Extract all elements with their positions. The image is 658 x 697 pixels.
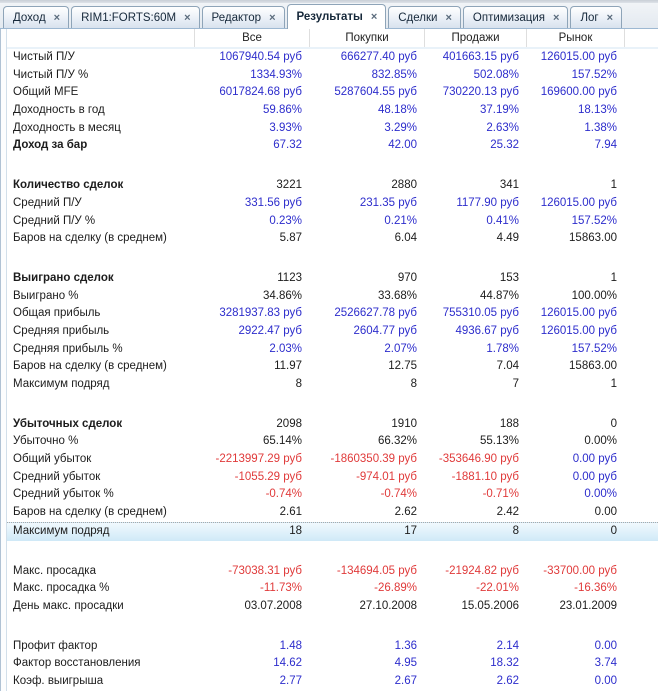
table-cell: 970 (397, 271, 417, 284)
table-cell: 0 (610, 417, 617, 430)
table-row[interactable] (7, 323, 658, 341)
table-cell: 67.32 (273, 139, 302, 152)
row-label: Доходность в год (13, 104, 105, 117)
row-label: Коэф. выигрыша (13, 674, 104, 687)
table-row[interactable] (7, 580, 658, 598)
table-cell: 4.95 (394, 657, 417, 670)
table-cell: 1.78% (486, 342, 519, 355)
table-cell: 401663.15 руб (442, 51, 519, 63)
table-cell: 2.63% (486, 121, 519, 134)
table-cell: -22.01% (476, 582, 519, 595)
table-cell: -2213997.29 руб (215, 453, 302, 466)
table-cell: -1860350.39 руб (330, 453, 417, 466)
table-cell: 37.19% (479, 104, 519, 117)
table-cell: 126015.00 руб (540, 51, 617, 63)
section-spacer (7, 394, 658, 416)
tab-сделки[interactable] (388, 6, 461, 28)
table-cell: 12.75 (388, 360, 417, 373)
table-cell: 832.85% (371, 68, 417, 81)
column-header-продажи: Продажи (425, 29, 527, 47)
table-cell: 2.77 (279, 674, 302, 687)
close-icon[interactable]: × (269, 11, 276, 24)
table-cell: 4936.67 руб (455, 324, 519, 337)
row-label: Фактор восстановления (13, 657, 141, 670)
tab-label: Результаты (296, 11, 363, 23)
row-label: Чистый П/У % (13, 68, 89, 81)
table-cell: 231.35 руб (359, 196, 417, 209)
table-row[interactable] (7, 358, 658, 376)
row-label: Доход за бар (13, 139, 88, 152)
row-label: Количество сделок (13, 179, 124, 192)
row-label: Средний П/У % (13, 214, 96, 227)
table-cell: 15863.00 (569, 232, 617, 245)
table-cell: 66.32% (377, 435, 417, 448)
row-label: День макс. просадки (13, 599, 124, 612)
results-panel (0, 29, 658, 691)
table-row[interactable] (7, 137, 658, 155)
table-cell: 65.14% (262, 435, 302, 448)
table-cell: -353646.90 руб (438, 453, 519, 466)
table-cell: -16.36% (574, 582, 617, 595)
section-spacer (7, 616, 658, 638)
table-cell: -0.74% (265, 488, 302, 501)
row-label: Макс. просадка % (13, 582, 110, 595)
table-cell: 3221 (276, 179, 302, 192)
table-cell: 157.52% (571, 68, 617, 81)
row-label: Общий убыток (13, 453, 92, 466)
row-label: Средний убыток (13, 470, 101, 483)
tab-label: Доход (13, 11, 46, 24)
tab-label: RIM1:FORTS:60M (81, 11, 177, 24)
table-cell: 1.48 (279, 639, 302, 652)
table-cell: 2098 (276, 417, 302, 430)
table-cell: -73038.31 руб (228, 564, 302, 577)
table-cell: 157.52% (571, 342, 617, 355)
table-cell: 1 (610, 179, 617, 192)
table-cell: -1055.29 руб (234, 470, 302, 483)
table-cell: 0 (610, 524, 617, 537)
table-cell: 2.42 (496, 506, 519, 519)
table-header (7, 29, 658, 49)
table-cell: 1.36 (394, 639, 417, 652)
table-cell: 03.07.2008 (244, 599, 302, 612)
table-cell: 17 (404, 524, 417, 537)
table-cell: 730220.13 руб (442, 86, 519, 99)
table-cell: 1 (610, 271, 617, 284)
table-cell: 25.32 (490, 139, 519, 152)
table-cell: -974.01 руб (356, 470, 417, 483)
table-cell: 153 (499, 271, 519, 284)
section-spacer (7, 248, 658, 270)
column-header-empty (7, 29, 195, 47)
row-label: Убыточно % (13, 435, 79, 448)
table-cell: 55.13% (479, 435, 519, 448)
table-row[interactable] (7, 655, 658, 673)
table-cell: 15863.00 (569, 360, 617, 373)
close-icon[interactable]: × (606, 11, 614, 24)
table-cell: 0.00 (594, 674, 617, 687)
table-cell: 2.67 (394, 674, 417, 687)
table-cell: 126015.00 руб (540, 196, 617, 209)
table-cell: 0.00 руб (572, 470, 617, 483)
table-row-selected[interactable] (7, 522, 658, 541)
table-cell: -26.89% (374, 582, 417, 595)
column-header-рынок: Рынок (527, 29, 625, 47)
table-cell: 5.87 (279, 232, 302, 245)
row-label: Баров на сделку (в среднем) (13, 232, 167, 245)
table-cell: 2880 (391, 179, 417, 192)
section-spacer (7, 541, 658, 563)
table-row[interactable] (7, 305, 658, 323)
table-cell: 11.97 (274, 360, 302, 373)
row-label: Общий MFE (13, 86, 79, 99)
table-cell: 502.08% (473, 68, 519, 81)
table-cell: 1.38% (584, 121, 617, 134)
table-cell: 1123 (277, 271, 302, 284)
row-label: Чистый П/У (13, 51, 75, 63)
table-cell: 0.00% (584, 488, 617, 501)
table-cell: 6017824.68 руб (219, 86, 302, 99)
row-label: Средний П/У (13, 196, 82, 209)
table-row[interactable] (7, 563, 658, 581)
table-cell: 1910 (391, 417, 417, 430)
table-row[interactable] (7, 49, 658, 67)
table-cell: 0.41% (486, 214, 519, 227)
close-icon[interactable]: × (370, 11, 378, 23)
table-cell: 18.32 (490, 657, 519, 670)
table-row[interactable] (7, 177, 658, 195)
row-label: Средний убыток % (13, 488, 114, 501)
table-cell: 0.21% (384, 214, 417, 227)
table-cell: 1334.93% (250, 68, 302, 81)
table-row[interactable] (7, 638, 658, 656)
table-cell: 14.62 (273, 657, 302, 670)
tab-редактор[interactable] (202, 6, 285, 28)
table-cell: 2526627.78 руб (334, 307, 417, 320)
table-row[interactable] (7, 376, 658, 394)
row-label: Баров на сделку (в среднем) (13, 506, 167, 519)
table-row[interactable] (7, 67, 658, 85)
tab-label: Оптимизация (472, 11, 545, 24)
table-cell: 0.00% (584, 435, 617, 448)
row-label: Средняя прибыль (13, 324, 110, 337)
row-label: Выиграно сделок (13, 271, 114, 284)
table-cell: 33.68% (377, 289, 417, 302)
table-cell: 2604.77 руб (353, 324, 417, 337)
table-cell: 27.10.2008 (359, 599, 417, 612)
table-cell: 0.23% (269, 214, 302, 227)
close-icon[interactable]: × (184, 11, 191, 24)
table-row[interactable] (7, 433, 658, 451)
table-body (7, 49, 658, 691)
table-row[interactable] (7, 469, 658, 487)
table-cell: 2.03% (269, 342, 302, 355)
column-header-все: Все (195, 29, 310, 47)
table-cell: -134694.05 руб (336, 564, 417, 577)
table-cell: 1 (610, 378, 617, 390)
table-cell: 4.49 (496, 232, 519, 245)
table-cell: 100.00% (571, 289, 617, 302)
row-label: Профит фактор (13, 639, 98, 652)
close-icon[interactable]: × (553, 11, 560, 24)
table-cell: 18.13% (577, 104, 617, 117)
table-cell: 2.62 (496, 674, 519, 687)
table-cell: 3.74 (594, 657, 617, 670)
table-cell: 188 (499, 417, 519, 430)
table-cell: 7.04 (496, 360, 519, 373)
column-header-покупки: Покупки (310, 29, 425, 47)
table-row[interactable] (7, 341, 658, 359)
table-cell: 3.29% (384, 121, 417, 134)
table-row[interactable] (7, 270, 658, 288)
table-row[interactable] (7, 504, 658, 522)
table-row[interactable] (7, 213, 658, 231)
close-icon[interactable]: × (445, 11, 452, 24)
table-cell: 59.86% (262, 104, 302, 117)
tab-лог[interactable] (570, 6, 622, 28)
table-row[interactable] (7, 102, 658, 120)
table-cell: 1067940.54 руб (219, 51, 302, 63)
table-cell: 157.52% (571, 214, 617, 227)
table-cell: 7 (512, 378, 519, 390)
table-cell: 0.00 (594, 639, 617, 652)
row-label: Выиграно % (13, 289, 79, 302)
row-label: Убыточных сделок (13, 417, 123, 430)
tab-label: Редактор (211, 11, 262, 24)
row-label: Максимум подряд (13, 378, 110, 390)
table-cell: 8 (410, 378, 417, 390)
table-cell: -1881.10 руб (451, 470, 519, 483)
table-cell: 2922.47 руб (238, 324, 302, 337)
table-row[interactable] (7, 230, 658, 248)
tab-bar (0, 3, 658, 29)
table-row[interactable] (7, 451, 658, 469)
table-cell: -33700.00 руб (543, 564, 617, 577)
table-cell: 0.00 руб (572, 453, 617, 466)
table-cell: 44.87% (479, 289, 519, 302)
tab-label: Лог (580, 11, 599, 24)
table-row[interactable] (7, 673, 658, 691)
table-cell: 23.01.2009 (559, 599, 617, 612)
table-cell: 2.62 (394, 506, 417, 519)
row-label: Макс. просадка (13, 564, 96, 577)
tab-label: Сделки (398, 11, 438, 24)
table-cell: -0.74% (380, 488, 417, 501)
table-cell: 6.04 (394, 232, 417, 245)
table-cell: 2.61 (279, 506, 302, 519)
table-cell: -11.73% (260, 582, 302, 595)
column-header-empty (625, 29, 658, 47)
table-row[interactable] (7, 84, 658, 102)
table-cell: 34.86% (262, 289, 302, 302)
table-row[interactable] (7, 598, 658, 616)
table-cell: 5287604.55 руб (334, 86, 417, 99)
close-icon[interactable]: × (53, 11, 61, 24)
table-cell: 18 (289, 524, 302, 537)
table-cell: 341 (499, 179, 519, 192)
table-cell: 8 (295, 378, 302, 390)
table-cell: 3281937.83 руб (219, 307, 302, 320)
table-row[interactable] (7, 288, 658, 306)
section-spacer (7, 155, 658, 177)
table-cell: 7.94 (594, 139, 617, 152)
tab-rim1:forts:60m[interactable] (71, 6, 199, 28)
row-label: Средняя прибыль % (13, 342, 123, 355)
row-label: Доходность в месяц (13, 121, 121, 134)
row-label: Баров на сделку (в среднем) (13, 360, 167, 373)
table-cell: 15.05.2006 (461, 599, 519, 612)
row-label: Общая прибыль (13, 307, 101, 320)
table-row[interactable] (7, 486, 658, 504)
table-cell: 2.07% (384, 342, 417, 355)
table-cell: 331.56 руб (244, 196, 302, 209)
table-row[interactable] (7, 416, 658, 434)
table-cell: 666277.40 руб (340, 51, 417, 63)
table-cell: 0.00 (594, 506, 617, 519)
panel-left-border (0, 29, 7, 691)
row-label: Максимум подряд (13, 524, 110, 537)
table-cell: 2.14 (496, 639, 519, 652)
table-cell: 3.93% (269, 121, 302, 134)
table-cell: 126015.00 руб (540, 324, 617, 337)
table-row[interactable] (7, 120, 658, 138)
table-cell: 169600.00 руб (540, 86, 617, 99)
table-cell: 48.18% (377, 104, 417, 117)
table-cell: 755310.05 руб (442, 307, 519, 320)
table-cell: -21924.82 руб (445, 564, 519, 577)
tab-оптимизация[interactable] (463, 6, 569, 28)
table-cell: -0.71% (482, 488, 519, 501)
tab-доход[interactable] (3, 6, 69, 28)
table-cell: 126015.00 руб (540, 307, 617, 320)
table-cell: 1177.90 руб (456, 196, 519, 209)
table-row[interactable] (7, 195, 658, 213)
table-cell: 8 (512, 524, 519, 537)
table-cell: 42.00 (388, 139, 417, 152)
tab-результаты[interactable] (287, 4, 387, 29)
